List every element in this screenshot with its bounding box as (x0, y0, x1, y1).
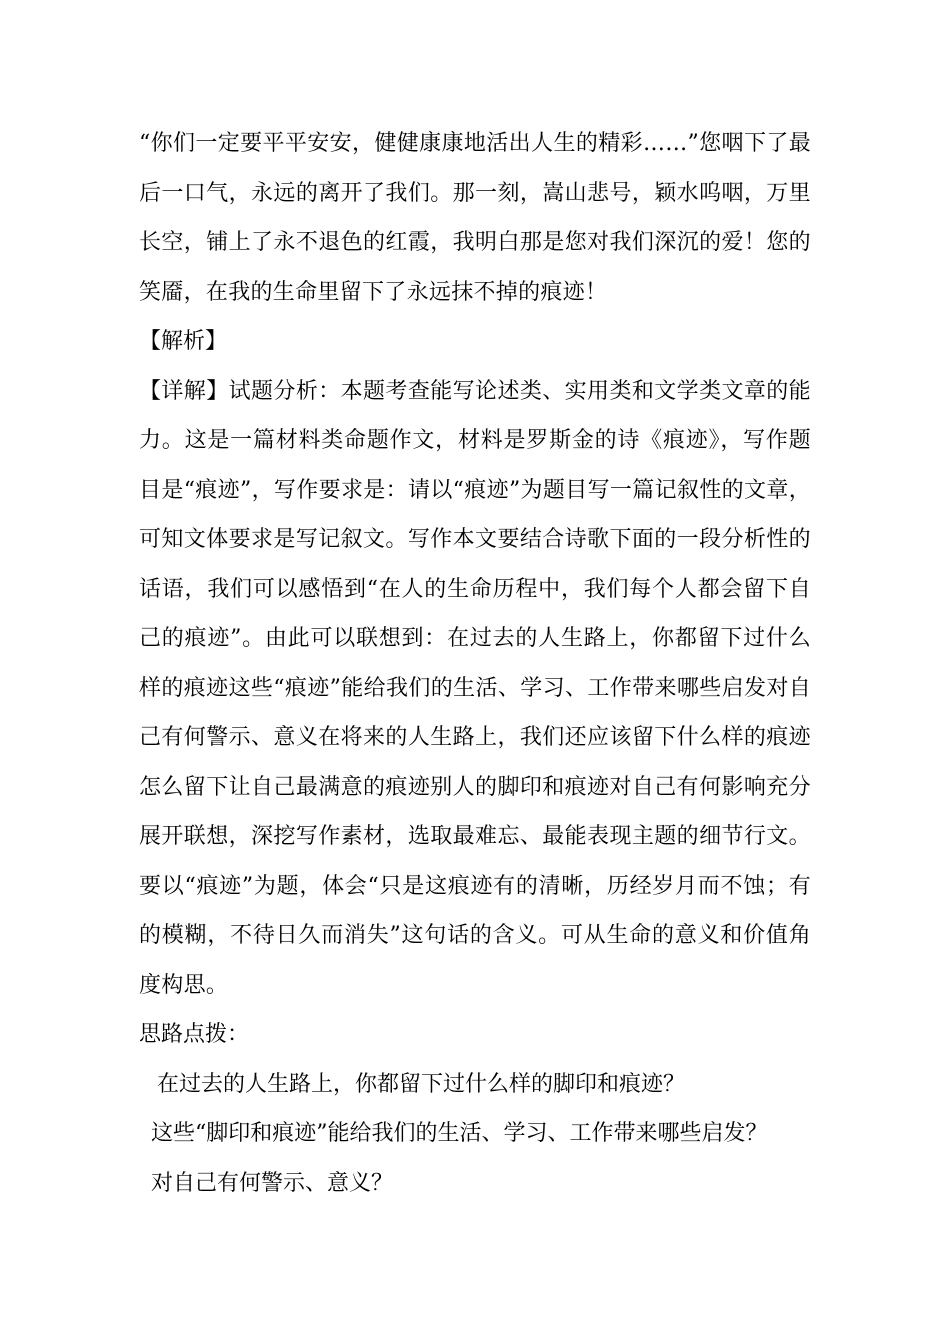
tip-item-1: 在过去的人生路上，你都留下过什么样的脚印和痕迹？ (157, 1071, 686, 1097)
document-body (139, 119, 811, 1208)
tip-item-3: 对自己有何警示、意义？ (151, 1170, 394, 1196)
analysis-heading: 【解析】 (139, 329, 228, 354)
detail-paragraph: 【详解】试题分析：本题考查能写论述类、实用类和文学类文章的能力。这是一篇材料类命题作文，材料是罗斯金的诗《痕迹》，写作题目是“痕迹”，写作要求是：请以“痕迹”为题目写一篇记叙性的文章，可知文体要求是写记叙文。写作本文要结合诗歌下面的一段分析性的话语，我们可以感悟到“在人的生命历程中，我们每个人都会留下自己的痕迹”。由此可以联想到：在过去的人生路上，你都留下过什么样的痕迹这些“痕迹”能给我们的生活、学习、工作带来哪些启发对自己有何警示、意义在将来的人生路上，我们还应该留下什么样的痕迹怎么留下让自己最满意的痕迹别人的脚印和痕迹对自己有何影响充分展开联想，深挖写作素材，选取最难忘、最能表现主题的细节行文。要以“痕迹”为题，体会“只是这痕迹有的清晰，历经岁月而不蚀；有的模糊，不待日久而消失”这句话的含义。可从生命的意义和价值角度构思。 (139, 378, 811, 998)
tip-item-2: 这些“脚印和痕迹”能给我们的生活、学习、工作带来哪些启发？ (151, 1121, 768, 1146)
tips-heading: 思路点拨： (139, 1022, 250, 1047)
essay-paragraph: “你们一定要平平安安，健健康康地活出人生的精彩……”您咽下了最后一口气，永远的离开了我们。那一刻，嵩山悲号，颖水呜咽，万里长空，铺上了永不退色的红霞，我明白那是您对我们深沉的爱！您的笑靥，在我的生命里留下了永远抹不掉的痕迹！ (139, 131, 811, 305)
